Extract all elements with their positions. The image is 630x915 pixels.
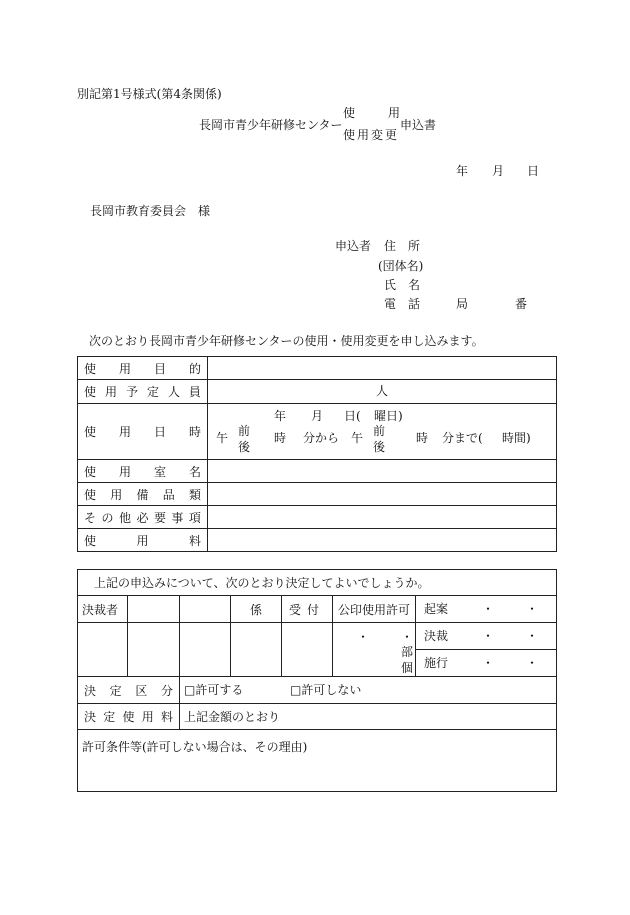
conditions-label: 許可条件等(許可しない場合は、その理由) (82, 740, 308, 754)
people-unit: 人 (376, 384, 389, 398)
date-year-label: 年 (456, 164, 469, 178)
approver-stamp-2[interactable] (180, 596, 231, 623)
shiko-dots: ・ ・ (482, 656, 549, 670)
kian-dots: ・ ・ (482, 602, 549, 616)
stamp-empty-4[interactable] (231, 623, 282, 677)
equipment-label: 使 用 備 品 類 (84, 487, 201, 502)
kakari-label: 係 (249, 602, 262, 617)
dt-day: 日( (344, 409, 361, 423)
dt-zen1: 前 (238, 424, 251, 438)
koin-label-cell (333, 596, 416, 623)
approver-label-cell (78, 596, 128, 623)
decided-fee-label: 決 定 使 用 料 (84, 710, 173, 724)
stamp-empty-1[interactable] (78, 623, 128, 677)
people-value[interactable] (208, 380, 557, 404)
other-label: そ の 他 必 要 事 項 (84, 510, 201, 525)
kessai-dots: ・ ・ (482, 629, 549, 643)
dt-go1: 午 (216, 431, 229, 445)
dt-weekday: 曜日) (374, 409, 403, 423)
shiko-label: 施行 (424, 656, 449, 670)
fee-label-cell (78, 529, 208, 552)
fee-label: 使 用 料 (84, 533, 201, 548)
applicant-phone-kyoku: 局 (456, 297, 469, 311)
not-permit-checkbox[interactable]: □許可しない (290, 683, 362, 697)
kubun-value-cell (180, 677, 557, 704)
equipment-label-cell (78, 483, 208, 506)
decided-fee-label-cell (78, 704, 180, 730)
approver-stamp-1[interactable] (128, 596, 180, 623)
people-label: 使 用 予 定 人 員 (84, 385, 201, 399)
shiko-cell[interactable] (416, 650, 557, 677)
applicant-group-label: (団体名) (378, 259, 424, 273)
decision-heading-cell (78, 570, 557, 596)
date-month-label: 月 (492, 164, 505, 178)
title-use-text: 使 用 (343, 106, 400, 120)
dt-go2: 午 (351, 431, 364, 445)
purpose-value[interactable] (208, 357, 557, 380)
datetime-label: 使 用 日 時 (84, 425, 201, 439)
kessai-label: 決裁 (424, 629, 449, 643)
koin-label: 公印使用許可 (337, 602, 410, 617)
datetime-label-cell (78, 404, 208, 460)
applicant-phone-label: 電 話 (384, 297, 421, 311)
dt-ji2: 時 (416, 431, 429, 445)
kubun-label-cell (78, 677, 180, 704)
form-title-use (343, 107, 400, 119)
fee-value[interactable] (208, 529, 557, 552)
decision-table (77, 569, 557, 792)
stamp-empty-5[interactable] (282, 623, 333, 677)
addressee: 長岡市教育委員会 様 (90, 204, 211, 218)
applicant-phone-ban: 番 (515, 297, 528, 311)
kakari-label-cell (231, 596, 282, 623)
koin-value-cell[interactable] (333, 623, 424, 677)
form-reference: 別記第1号様式(第4条関係) (77, 87, 222, 101)
purpose-label: 使 用 目 的 (84, 361, 201, 376)
usage-table (77, 356, 557, 552)
conditions-cell[interactable] (78, 730, 557, 792)
dt-fun-from: 分から (303, 431, 340, 445)
room-value[interactable] (208, 460, 557, 483)
dt-fun-to: 分まで( (442, 431, 483, 445)
uketsuke-label-cell (282, 596, 333, 623)
dt-zen2: 前 (373, 424, 386, 438)
date-day-label: 日 (527, 164, 540, 178)
dt-month: 月 (311, 409, 324, 423)
kian-label: 起案 (424, 602, 449, 616)
permit-checkbox[interactable]: □許可する (184, 683, 244, 697)
approver-label: 決裁者 (82, 602, 119, 617)
decided-fee-value-cell[interactable] (180, 704, 557, 730)
decision-heading: 上記の申込みについて、次のとおり決定してよいでしょうか。 (94, 576, 430, 590)
form-title-change: 使用変更 (343, 128, 400, 142)
other-value[interactable] (208, 506, 557, 529)
people-label-cell (78, 380, 208, 404)
stamp-empty-3[interactable] (180, 623, 231, 677)
dt-ji1: 時 (274, 431, 287, 445)
purpose-label-cell (78, 357, 208, 380)
other-label-cell (78, 506, 208, 529)
form-title-prefix: 長岡市青少年研修センター (199, 118, 343, 132)
kessai-cell[interactable] (416, 623, 557, 650)
stamp-empty-2[interactable] (128, 623, 180, 677)
form-title-suffix: 申込書 (400, 118, 437, 132)
datetime-value[interactable] (208, 404, 557, 460)
kubun-label: 決 定 区 分 (84, 683, 173, 698)
room-label-cell (78, 460, 208, 483)
room-label: 使 用 室 名 (84, 464, 201, 479)
koin-bu: 部 (401, 644, 414, 659)
applicant-label: 申込者 (335, 239, 372, 253)
koin-ko: 個 (401, 660, 414, 675)
kian-cell[interactable] (416, 596, 557, 623)
dt-ko2: 後 (373, 440, 386, 454)
applicant-address-label: 住 所 (384, 239, 421, 253)
dt-ko1: 後 (238, 440, 251, 454)
intro-text: 次のとおり長岡市青少年研修センターの使用・使用変更を申し込みます。 (89, 334, 484, 348)
uketsuke-label: 受付 (288, 602, 325, 617)
koin-dots: ・ ・ (357, 629, 424, 644)
equipment-value[interactable] (208, 483, 557, 506)
dt-year: 年 (274, 409, 287, 423)
dt-hours: 時間) (502, 431, 531, 445)
decided-fee-value: 上記金額のとおり (184, 710, 281, 724)
applicant-name-label: 氏 名 (384, 278, 421, 292)
